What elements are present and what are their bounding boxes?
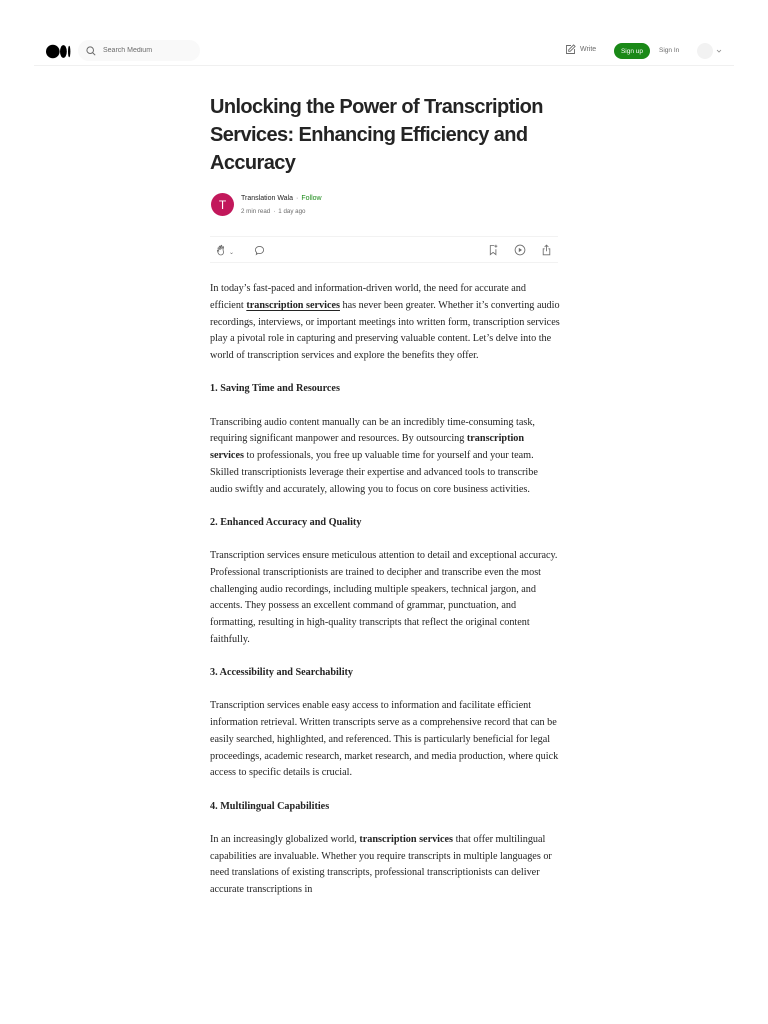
section-heading: 1. Saving Time and Resources [210, 383, 340, 395]
search-bar[interactable] [78, 40, 200, 61]
share-button[interactable] [541, 243, 552, 261]
write-label: Write [580, 46, 597, 53]
author-avatar[interactable]: T [211, 193, 234, 216]
write-icon [565, 44, 576, 55]
nav-divider [34, 65, 734, 66]
article-title: Unlocking the Power of Transcription Services: Enhancing Efficiency and Accuracy [210, 96, 543, 174]
paragraph-text: Transcribing audio content manually can be an incredibly time-consuming task, requiring significant manpower and resources. By outsourcing [210, 416, 535, 445]
intro-paragraph [210, 281, 560, 365]
play-icon [514, 243, 526, 261]
chevron-down-icon[interactable] [716, 49, 722, 53]
section-heading: 2. Enhanced Accuracy and Quality [210, 516, 362, 528]
article-body [210, 281, 560, 915]
search-input[interactable] [103, 47, 193, 54]
bookmark-button[interactable] [488, 243, 499, 261]
section-paragraph [210, 415, 560, 499]
user-avatar[interactable] [697, 43, 713, 59]
paragraph-text: In today’s fast-paced and information-driven world, the need for accurate and efficient [210, 283, 526, 311]
transcription-services-link[interactable]: transcription services [246, 299, 340, 311]
listen-button[interactable] [514, 243, 526, 261]
paragraph-text: In an increasingly globalized world, [210, 833, 360, 845]
sign-in-link[interactable]: Sign In [659, 47, 680, 54]
bold-phrase: transcription services [210, 433, 525, 461]
clap-count-caret: ⌄ [229, 249, 235, 256]
bold-phrase: transcription services [359, 833, 454, 845]
author-info [241, 195, 322, 202]
bookmark-add-icon [488, 243, 499, 261]
write-button[interactable] [565, 44, 596, 55]
search-icon [86, 46, 96, 56]
clap-button[interactable] [216, 243, 234, 261]
section-heading: 4. Multilingual Capabilities [210, 800, 330, 812]
sign-up-button[interactable]: Sign up [614, 43, 650, 59]
top-nav [0, 0, 768, 66]
paragraph-text: to professionals, you free up valuable time for yourself and your team. Skilled transcriptionists leverage their expertise and advanced tools to transcribe audio swiftly and accurately, allowing you to focus on core business activities. [210, 450, 538, 495]
section-heading: 3. Accessibility and Searchability [210, 667, 354, 678]
comment-icon [254, 243, 265, 261]
separator-dot: · [296, 195, 299, 202]
article-meta [241, 208, 305, 215]
section-paragraph [210, 832, 560, 899]
paragraph-text: that offer multilingual capabilities are invaluable. Whether you require transcripts in multiple languages or need translations of existing transcripts, professional transcriptionists can deliver accurate transcriptions in [210, 833, 552, 895]
article-action-bar [210, 236, 558, 263]
author-name[interactable]: Translation Wala [241, 195, 294, 202]
comment-button[interactable] [254, 243, 265, 261]
share-icon [541, 243, 552, 261]
follow-button[interactable]: Follow [301, 195, 322, 202]
separator-dot: · [273, 208, 276, 215]
clap-icon [216, 243, 227, 261]
publish-date: 1 day ago [278, 208, 306, 215]
read-time: 2 min read [241, 208, 271, 215]
paragraph-text: has never been greater. Whether it’s converting audio recordings, interviews, or important meetings into written form, transcription services play a pivotal role in capturing and preserving valuable content. Let’s delve into the world of transcription services and explore the benefits they offer. [210, 299, 560, 361]
section-paragraph: Transcription services ensure meticulous attention to detail and exceptional accuracy. Professional transcriptionists are trained to decipher and transcribe even the most challenging audio recordings, including multiple speakers, technical jargon, and accents. They possess an excellent command of grammar, punctuation, and formatting, resulting in high-quality transcripts that reflect the original content faithfully. [210, 550, 558, 645]
section-paragraph: Transcription services enable easy access to information and facilitate efficient information retrieval. Written transcripts serve as a comprehensive record that can be easily searched, highlighted, and referenced. This is particularly beneficial for legal proceedings, academic research, market research, and media production, where quick access to specific details is crucial. [210, 700, 559, 779]
medium-logo-icon[interactable] [46, 43, 71, 59]
